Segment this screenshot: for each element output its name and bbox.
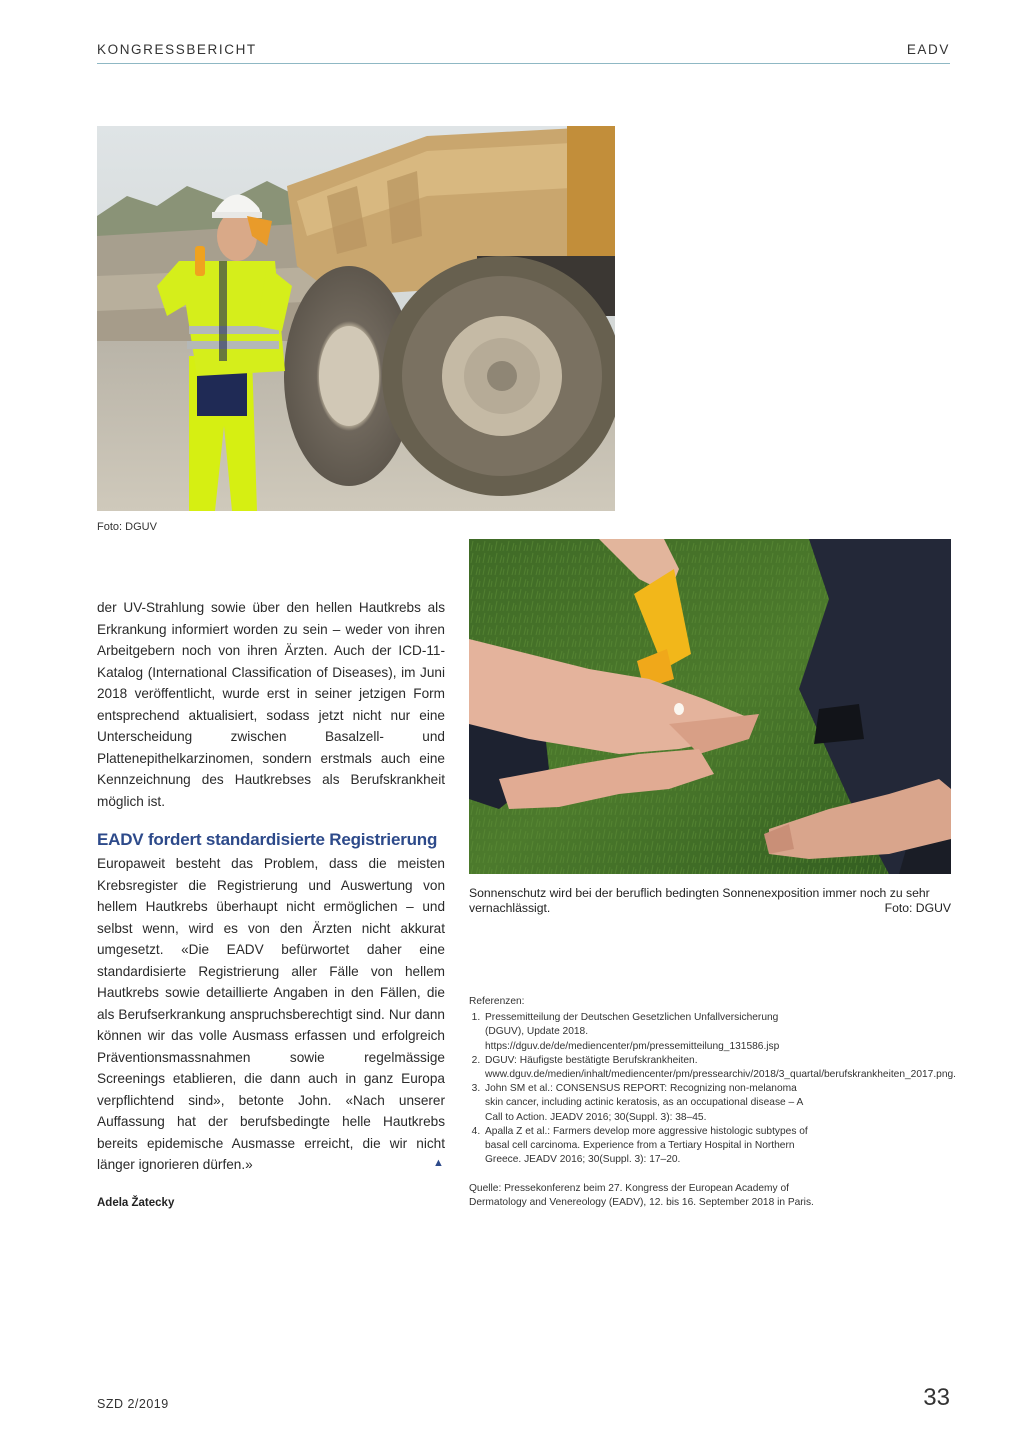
source-note: Quelle: Pressekonferenz beim 27. Kongress der European Academy of Dermatology and Venereology (EADV), 12. bis 16. September 2018 in Paris. <box>469 1183 814 1209</box>
article-paragraph-2: Europaweit besteht das Problem, dass die meisten Krebsregister die Registrierung und Auswertung von hellem Hautkrebs überhaupt nicht ermöglichen – und selbst wenn, wird es von den Ärzten nicht akkurat umgesetzt. «Die EADV befürwortet daher eine standardisierte Registrierung aller Fälle von hellem Hautkrebs sowie detaillierte Angaben in den Fällen, die als Berufserkrankung anspruchsberechtigt sind. Nur dann können wir das volle Ausmass erfassen und erfolgreich Präventionsmassnahmen sowie regelmässige Screenings etablieren, die dann auch in ganz Europa verpflichtend sind», betonte John. «Nach unserer Auffassung hat der berufsbedingte helle Hautkrebs bereits epidemische Ausmasse erreicht, die wir nicht länger ignorieren dürfen.» <box>97 856 445 1172</box>
article-author: Adela Žatecky <box>97 1197 175 1209</box>
references-block <box>469 995 956 1167</box>
worker-truck-photo <box>97 126 615 511</box>
reference-item: 3. John SM et al.: CONSENSUS REPORT: Recognizing non-melanoma skin cancer, including actinic keratosis, as an occupational disease – A Call to Action. JEADV 2016; 30(Suppl. 3): 38–45. <box>483 1082 817 1125</box>
reference-item: 1. Pressemitteilung der Deutschen Gesetzlichen Unfallversicherung (DGUV), Update 2018. https://dguv.de/de/mediencenter/pm/pressemitteilung_131586.jsp <box>483 1011 817 1054</box>
sunscreen-hands-photo <box>469 539 951 874</box>
section-subheading: EADV fordert standardisierte Registrierung <box>97 830 438 849</box>
reference-item: 4. Apalla Z et al.: Farmers develop more aggressive histologic subtypes of basal cell carcinoma. Experience from a Tertiary Hospital in Northern Greece. JEADV 2016; 30(Suppl. 3): 17–20. <box>483 1125 817 1168</box>
references-title: Referenzen: <box>469 996 525 1007</box>
references-list <box>469 1011 956 1167</box>
running-header-section: KONGRESSBERICHT <box>97 42 257 57</box>
article-end-triangle-icon: ▲ <box>433 1157 444 1169</box>
photo2-caption-text: Sonnenschutz wird bei der beruflich bedingten Sonnenexposition immer noch zu sehr vernachlässigt. <box>469 886 930 915</box>
header-divider <box>97 63 950 64</box>
photo2-credit: Foto: DGUV <box>884 901 951 915</box>
article-paragraph-1: der UV-Strahlung sowie über den hellen Hautkrebs als Erkrankung informiert worden zu sein – weder von ihren Arbeitgebern noch von ihren Ärzten. Auch der ICD-11-Katalog (International Classification of Diseases), im Juni 2018 veröffentlicht, wurde erst in seiner jetzigen Form entsprechend aktualisiert, sodass jetzt nicht nur eine Unterscheidung zwischen Basalzell- und Plattenepithelkarzinomen, sondern erstmals auch eine Kennzeichnung des Hautkrebses als Berufskrankheit möglich ist. <box>97 600 445 809</box>
reference-item: 2. DGUV: Häufigste bestätigte Berufskrankheiten. www.dguv.de/medien/inhalt/mediencenter/pm/pressearchiv/2018/3_quartal/berufskrankheiten_2017.png. <box>483 1054 817 1082</box>
running-header-journal: EADV <box>906 42 950 57</box>
photo2-caption <box>469 886 951 916</box>
issue-label: SZD 2/2019 <box>97 1397 169 1411</box>
photo1-credit: Foto: DGUV <box>97 521 157 533</box>
page-number: 33 <box>923 1384 950 1411</box>
